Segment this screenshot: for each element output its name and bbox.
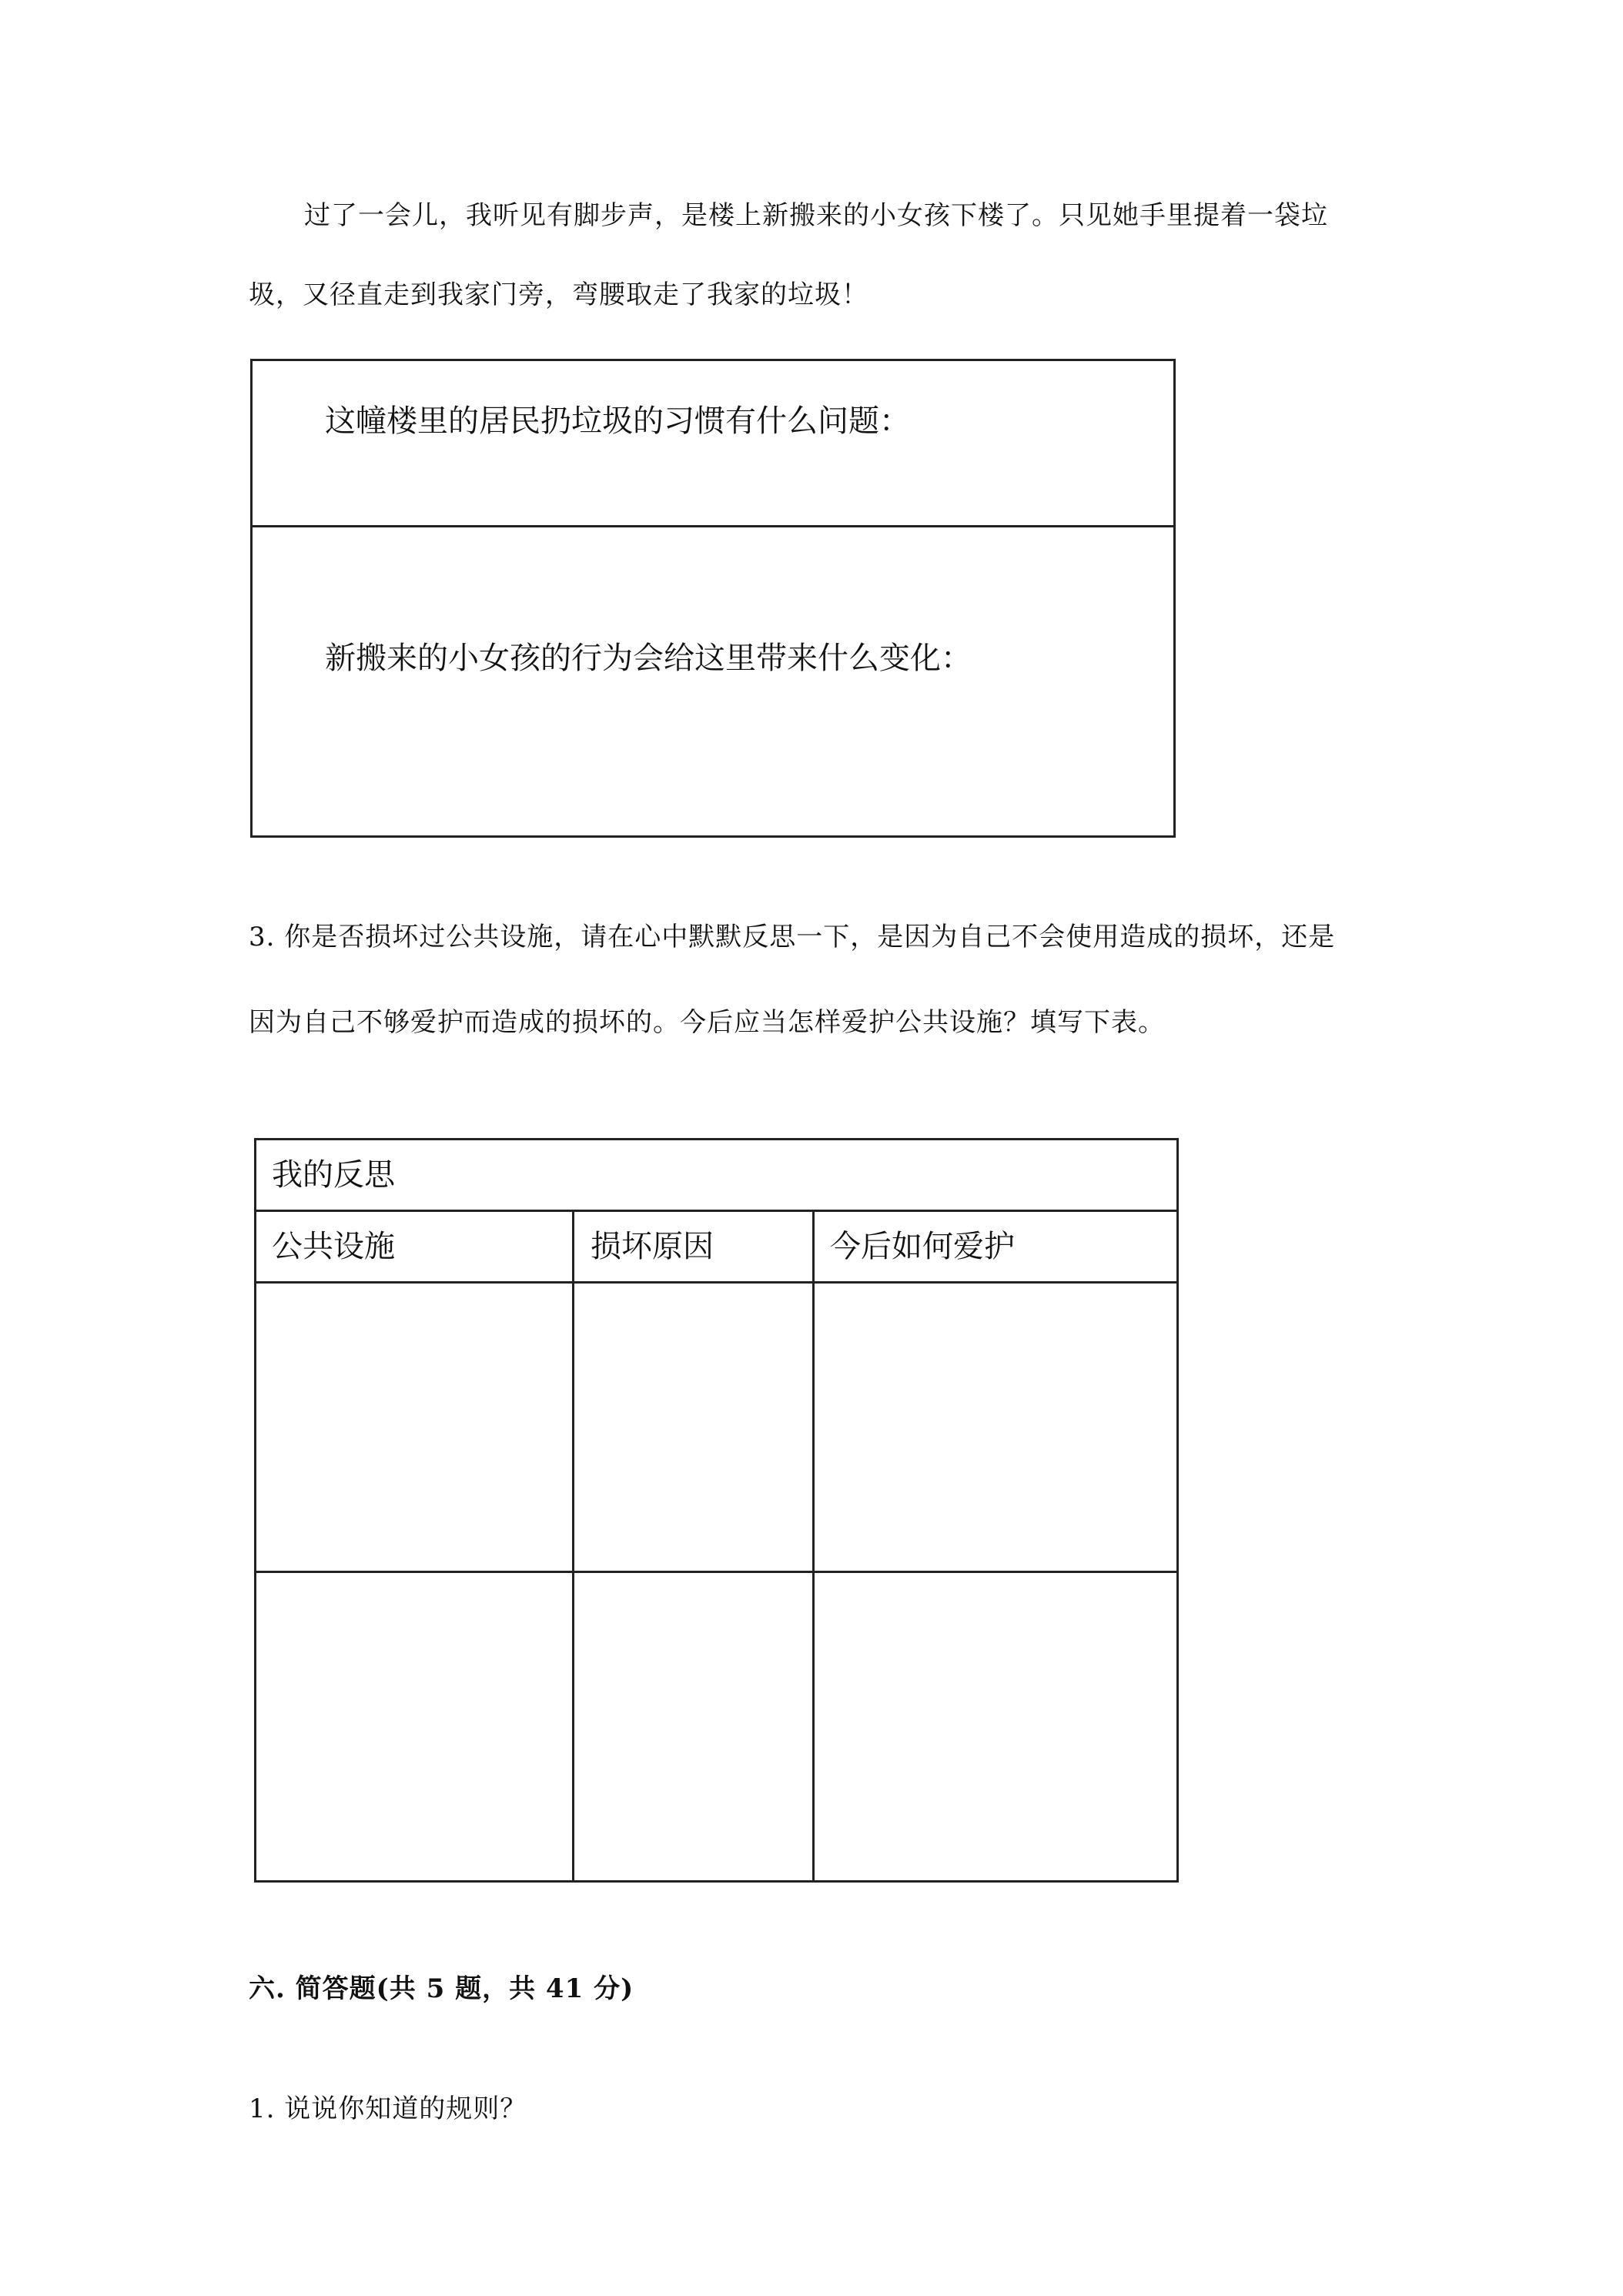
story-line-2: 圾，又径直走到我家门旁，弯腰取走了我家的垃圾！ [249, 279, 868, 310]
box-question-1: 这幢楼里的居民扔垃圾的习惯有什么问题： [325, 403, 910, 439]
table-row-divider-3 [254, 1571, 1179, 1573]
table-col-divider-2 [812, 1210, 815, 1883]
box-question-2: 新搬来的小女孩的行为会给这里带来什么变化： [325, 641, 972, 676]
question-3-line-1: 3. 你是否损坏过公共设施，请在心中默默反思一下，是因为自己不会使用造成的损坏，还是 [249, 922, 1336, 952]
section-6-heading: 六. 简答题(共 5 题，共 41 分) [249, 1973, 634, 2004]
table-row-divider-1 [254, 1210, 1179, 1212]
table-col-divider-1 [572, 1210, 574, 1883]
table-title: 我的反思 [272, 1157, 395, 1193]
section-6-question-1: 1. 说说你知道的规则？ [249, 2094, 527, 2124]
story-line-1: 过了一会儿，我听见有脚步声，是楼上新搬来的小女孩下楼了。只见她手里提着一袋垃 [304, 200, 1328, 231]
table-header-future-care: 今后如何爱护 [830, 1229, 1015, 1264]
table-header-damage-reason: 损坏原因 [591, 1229, 714, 1264]
table-header-facility: 公共设施 [272, 1229, 395, 1264]
question-3-line-2: 因为自己不够爱护而造成的损坏的。今后应当怎样爱护公共设施？填写下表。 [249, 1007, 1165, 1038]
reflection-box-divider [250, 525, 1176, 527]
table-row-divider-2 [254, 1281, 1179, 1284]
